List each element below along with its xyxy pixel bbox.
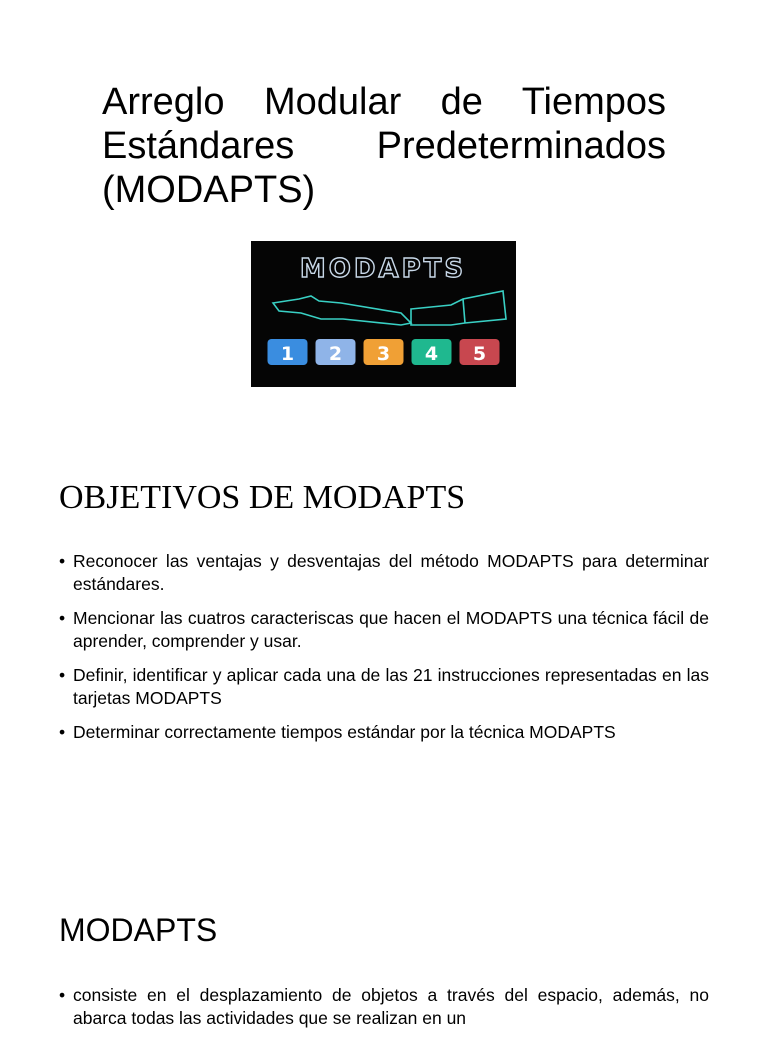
- number-tile-label: 2: [328, 343, 343, 365]
- list-item: • Definir, identificar y aplicar cada una de las 21 instrucciones representadas en las tarjetas MODAPTS: [59, 664, 709, 710]
- list-item: • Determinar correctamente tiempos estándar por la técnica MODAPTS: [59, 721, 709, 744]
- modapts-logo: [251, 241, 516, 387]
- objectives-heading: OBJETIVOS DE MODAPTS: [59, 479, 466, 516]
- number-tile-label: 4: [424, 343, 439, 365]
- list-item: • Mencionar las cuatros caracteriscas que hacen el MODAPTS una técnica fácil de aprender, comprender y usar.: [59, 607, 709, 653]
- number-tile-label: 3: [376, 343, 391, 365]
- list-item: • consiste en el desplazamiento de objetos a través del espacio, además, no abarca todas las actividades que se realizan en un: [59, 984, 709, 1030]
- modapts-logo-graphic: [251, 241, 516, 387]
- list-item: • Reconocer las ventajas y desventajas del método MODAPTS para determinar estándares.: [59, 550, 709, 596]
- number-tile-label: 5: [472, 343, 487, 365]
- number-tiles: [268, 339, 500, 365]
- logo-wordmark: MODAPTS: [299, 254, 467, 284]
- number-tile-label: 1: [280, 343, 295, 365]
- document-title: Arreglo Modular de Tiempos Estándares Predeterminados (MODAPTS): [102, 81, 666, 211]
- definition-list: [59, 984, 709, 1041]
- objectives-list: [59, 550, 709, 755]
- definition-heading: MODAPTS: [59, 912, 218, 948]
- arm-outline-icon: [273, 291, 506, 325]
